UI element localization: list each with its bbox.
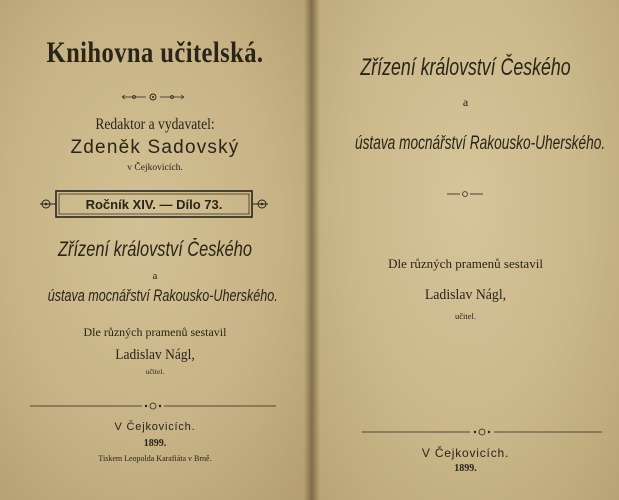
- rule-divider-icon: [362, 426, 602, 438]
- compiled-by: Dle různých pramenů sestavil: [83, 325, 227, 339]
- conjunction: a: [462, 95, 469, 109]
- author-name: Ladislav Nágl,: [424, 287, 507, 303]
- printer-line: Tiskem Leopolda Karafiáta v Brně.: [98, 454, 212, 463]
- work-title: Zřízení království Českého: [360, 54, 571, 81]
- compiled-by: Dle různých pramenů sestavil: [388, 256, 543, 271]
- imprint-city: V Čejkovicích.: [421, 446, 510, 460]
- work-subtitle: ústava mocnářství Rakousko-Uherského.: [47, 286, 278, 305]
- right-page: [312, 0, 619, 500]
- author-role: učitel.: [454, 311, 476, 321]
- editor-place: v Čejkovicích.: [127, 163, 183, 173]
- author-name: Ladislav Nágl,: [115, 347, 195, 363]
- work-subtitle: ústava mocnářství Rakousko-Uherského.: [354, 133, 606, 154]
- ornament-divider-icon: [447, 190, 483, 198]
- imprint-year: 1899.: [143, 438, 167, 449]
- series-title: Knihovna učitelská.: [46, 36, 264, 69]
- work-title: Zřízení království Českého: [58, 238, 252, 261]
- volume-line: Ročník XIV. — Dílo 73.: [85, 197, 223, 212]
- editor-name: Zdeněk Sadovský: [70, 137, 240, 158]
- editor-label: Redaktor a vydavatel:: [95, 116, 215, 133]
- conjunction: a: [152, 270, 158, 282]
- rule-divider-icon: [30, 400, 276, 412]
- imprint-city: V Čejkovicích.: [114, 421, 196, 433]
- author-role: učitel.: [145, 367, 165, 376]
- book-gutter: [304, 0, 320, 500]
- ornament-divider-icon: [120, 92, 186, 102]
- imprint-year: 1899.: [454, 463, 477, 474]
